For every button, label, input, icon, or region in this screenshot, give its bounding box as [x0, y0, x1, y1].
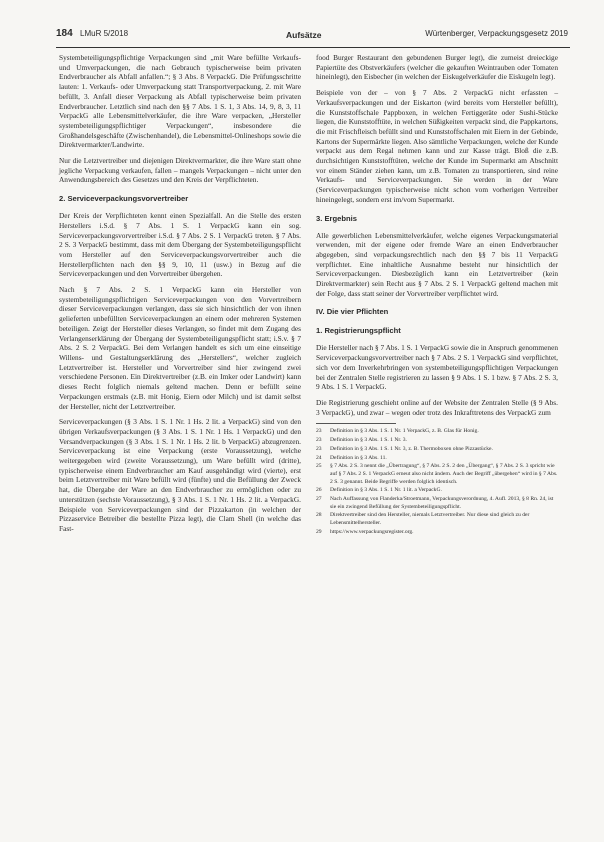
footnote-text: Definition in § 3 Abs. 1 S. 1 Nr. 1 VerpackG, z. B. Glas für Honig. — [330, 428, 479, 435]
paragraph: Nur die Letztvertreiber und diejenigen Direktvermarkter, die ihre Ware statt ohne jegliche Verpackung verkaufen, fallen – mangels Verpackungen – nicht unter den Anwendungsbereich des Gesetzes und den Kreis der Verpflichteten. — [59, 156, 301, 185]
journal-issue: LMuR 5/2018 — [80, 29, 129, 38]
footnote-rule — [316, 423, 396, 424]
paragraph: Systembeteiligungspflichtige Verpackungen sind „mit Ware befüllte Verkaufs- und Umverpackungen, die nach Gebrauch typischerweise beim privaten Endverbraucher als Abfall anfallen.“; § 3 Abs. 8 VerpackG. Die Prüfungsschritte lauten: 1. Verkaufs- oder Umverpackung statt Transportverpackung, 2. mit Ware befüllt, 3. Anfall dieser Verpackung als Abfall typischerweise beim privaten Endverbraucher. Letztlich sind nach den §§ 7 Abs. 1 S. 1, 3 Abs. 14, 9, 8, 3, 11 VerpackG alle Lebensmittelverkäufer, die ihre Ware verpacken, „Hersteller systembeteiligungspflichtiger Verpackungen“, insbesondere die Großhandelsgeschäfte (Zwischenhandel), die Lebensmittel-Onlineshops sowie die Direktvermarkter/Landwirte. — [59, 53, 301, 150]
page-header — [56, 28, 568, 44]
header-rule — [56, 47, 570, 48]
paragraph: Beispiele von der – von § 7 Abs. 2 VerpackG nicht erfassten – Verkaufsverpackungen und der Eiskarton (wird bereits vom Hersteller befüllt), die Kunststoffschale Pappboxen, in welchen Fertiggeräte oder Sushi-Stücke liegen, die Kunststofftüte, in welchen Süßigkeiten verpackt sind, die Pappkartons, die mit Frischfleisch befüllt sind und Kunststoffschalen mit Eiern in der Gebinde, Kartons der Supermärkte liegen. Also sämtliche Verpackungen, welche der Kunde verpackt aus dem Regal nehmen kann und zur Kasse trägt. Bloß die z.B. durchsichtigen Kunststofftüten, welche der Kunde im Supermarkt am Abschnitt vor einem Ständer ziehen kann, um z.B. Tomaten zu transportieren, sind reine Verkaufs- und Serviceverpackungen. Sie werden in der Ware (Serviceverpackungen typischerweise nicht schon vom vorherigen Vertreiber hineingelegt, sondern erst im/vom Supermarkt. — [316, 88, 558, 204]
paragraph: Nach § 7 Abs. 2 S. 1 VerpackG kann ein Hersteller von systembeteiligungspflichtigen Serviceverpackungen von den Vorvertreibern dieser Serviceverpackungen verlangen, dass sie sich hinsichtlich der von ihnen gelieferten unbefüllten Serviceverpackungen an einem oder mehreren Systemen beteiligen. Zeigt der Hersteller dieses Verlangen, so findet mit dem Zugang des Verlangenserklärung der Übergang der Systembeteiligungspflicht statt; i.S.v. § 7 Abs. 2 S. 2 VerpackG. Bei dem Verlangen handelt es sich um eine einseitige Willens- und Gestaltungserklärung des „Herstellers“, welcher zugleich Letztvertreiber ist. Hersteller und Vorvertreiber sind hier zwingend zwei verschiedene Personen. Ein Direktvertreiber (z.B. ein Imker oder Landwirt) kann dieses Recht folglich niemals geltend machen. Denn er befüllt seine Verpackungen erstmals (z.B. mit Honig, Eiern oder Milch) und ist damit selbst der Hersteller, nicht der Letztvertreiber. — [59, 285, 301, 411]
footnote — [316, 512, 558, 527]
footnote-text: https://www.verpackungsregister.org. — [330, 528, 414, 535]
paragraph: food Burger Restaurant den gebundenen Burger legt), die zumeist dreieckige Papiertüte des Obstverkäufers (welcher die gekauften Weintrauben oder Tomaten hineinlegt), den Eisbecher (in welchen der Eiskugelverkäufer die Eiskugeln legt). — [316, 53, 558, 82]
section-label: Aufsätze — [286, 30, 322, 40]
section-heading: 3. Ergebnis — [316, 213, 357, 223]
right-column — [316, 53, 558, 538]
section-heading: 2. Serviceverpackungsvorvertreiber — [59, 194, 189, 204]
footnote-number: 27 — [316, 496, 322, 503]
footnote-number: 23 — [316, 428, 322, 435]
footnote-text: Definition in § 3 Abs. 1 S. 1 Nr. 1 lit. a VerpackG. — [330, 487, 442, 494]
paragraph: Der Kreis der Verpflichteten kennt einen Spezialfall. An die Stelle des ersten Herstellers i.S.d. § 7 Abs. 1 S. 1 VerpackG kann ein sog. Serviceverpackungsvorvertreiber i.S.d. § 7 Abs. 2 S. 1 VerpackG treten. § 7 Abs. 2 S. 3 VerpackG bestimmt, dass mit dem Übergang der Systembeteiligungspflicht vom Hersteller auf den Serviceverpackungsvorvertreiber auch die Herstellerpflichten nach den §§ 9, 10, 11 (usw.) in Bezug auf die Serviceverpackungen und den Vorvertreiber übergehen. — [59, 211, 301, 279]
footnote-text: Definition in § 3 Abs. 1 S. 1 Nr. 3, z. B. Thermoboxen ohne Pizzastücke. — [330, 445, 493, 452]
paragraph: Serviceverpackungen (§ 3 Abs. 1 S. 1 Nr. 1 Hs. 2 lit. a VerpackG) sind von den übrigen Verkaufsverpackungen (§ 3 Abs. 1 S. 1 Nr. 1 Hs. 1 VerpackG) und den Versandverpackungen (§ 3 Abs. 1 S. 1 Nr. 1 Hs. 2 lit. b VerpackG) abzugrenzen. Serviceverpackung ist eine Verpackung (erste Voraussetzung), welche weitergegeben wird (zweite Voraussetzung), um Ware befüllt wird (dritte), typischerweise einem Endverbraucher am Kauf ausgehändigt wird (vierte), erst beim Letztvertreiber mit Ware befüllt wird (fünfte) und die Befüllung der Zweck hat, die Übergabe der Ware an den Endverbraucher zu ermöglichen oder zu unterstützen (sechste Voraussetzung), § 3 Abs. 1 S. 1 Nr. 1 Hs. 2 lit. a VerpackG. Beispiele von Serviceverpackungen sind der Pizzakarton (in welchen der Pizzaservice Betreiber die bestellte Pizza legt), die Clam Shell (in welche das Fast- — [59, 417, 301, 533]
footnote — [316, 463, 558, 486]
page-number: 184 — [56, 28, 73, 39]
footnote-number: 28 — [316, 512, 322, 519]
footnote-text: Nach Auffassung von Flanderka/Stroetmann, Verpackungsverordnung, 4. Aufl. 2013, § 8 Rn. 24, ist sie ein zwingend Befüllung der Systembeteiligungspflicht. — [330, 496, 554, 510]
footnote — [316, 529, 558, 537]
footnote-text: § 7 Abs. 2 S. 3 nennt die „Übertragung“, § 7 Abs. 2 S. 2 den „Übergang“, § 7 Abs. 2 S. 3 spricht wie auf § 7 Abs. 2 S. 1 VerpackG erneut also nicht ändern. Auch der Begriff „übergehen“ wird in § 7 Abs. 2 S. 3 genannt. Beide Begriffe werden folglich identisch. — [330, 463, 558, 485]
article-author-title: Würtenberger, Verpackungsgesetz 2019 — [425, 29, 568, 38]
footnote — [316, 455, 558, 463]
footnote — [316, 446, 558, 454]
footnote-number: 29 — [316, 528, 322, 535]
footnote-number: 26 — [316, 487, 322, 494]
section-heading: 1. Registrierungspflicht — [316, 326, 401, 336]
footnote-number: 25 — [316, 463, 322, 470]
footnote-number: 24 — [316, 454, 322, 461]
footnote — [316, 487, 558, 495]
paragraph: Die Hersteller nach § 7 Abs. 1 S. 1 VerpackG sowie die in Anspruch genommenen Serviceverpackungsvorvertreiber nach § 7 Abs. 2 S. 1 VerpackG sind verpflichtet, sich vor dem Inverkehrbringen von systembeteiligungspflichtigen Verpackungen bei der Zentralen Stelle registrieren zu lassen § 9 Abs. 1 S. 1 bzw. § 7 Abs. 2 S. 3, 9 Abs. 1 S. 1 VerpackG. — [316, 343, 558, 392]
footnote — [316, 496, 558, 511]
left-column — [59, 53, 301, 540]
chapter-heading: IV. Die vier Pflichten — [316, 307, 389, 317]
footnote-number: 23 — [316, 437, 322, 444]
footnote — [316, 428, 558, 436]
footnote-text: Definition in § 3 Abs. 11. — [330, 454, 387, 461]
paragraph: Alle gewerblichen Lebensmittelverkäufer, welche eigenes Verpackungsmaterial verwenden, mit der eigene oder fremde Ware an einen Endverbraucher abgegeben, sind verpackungsrechtlich nach den §§ 7 bis 11 VerpackG verpflichtet. Eine inhaltliche Ausnahme besteht nur hinsichtlich der Serviceverpackungen. Diesbezüglich kann ein Letztvertreiber (kein Direktvermarkter) sein Recht aus § 7 Abs. 2 S. 1 VerpackG geltend machen mit der Folge, dass statt seiner der Vorvertreiber verpflichtet wird. — [316, 230, 558, 298]
footnotes — [316, 428, 558, 536]
paragraph: Die Registrierung geschieht online auf der Website der Zentralen Stelle (§ 9 Abs. 3 VerpackG), und zwar – wegen oder trotz des Inkrafttretens des VerpackG zum — [316, 397, 558, 417]
footnote — [316, 437, 558, 445]
footnote-text: Definition in § 3 Abs. 1 S. 1 Nr. 3. — [330, 437, 407, 444]
footnote-number: 23 — [316, 445, 322, 452]
footnote-text: Direktvertreiber sind den Hersteller, niemals Letztvertreiber. Nur diese sind gleich zu der Lebensmittelhersteller. — [330, 512, 530, 527]
